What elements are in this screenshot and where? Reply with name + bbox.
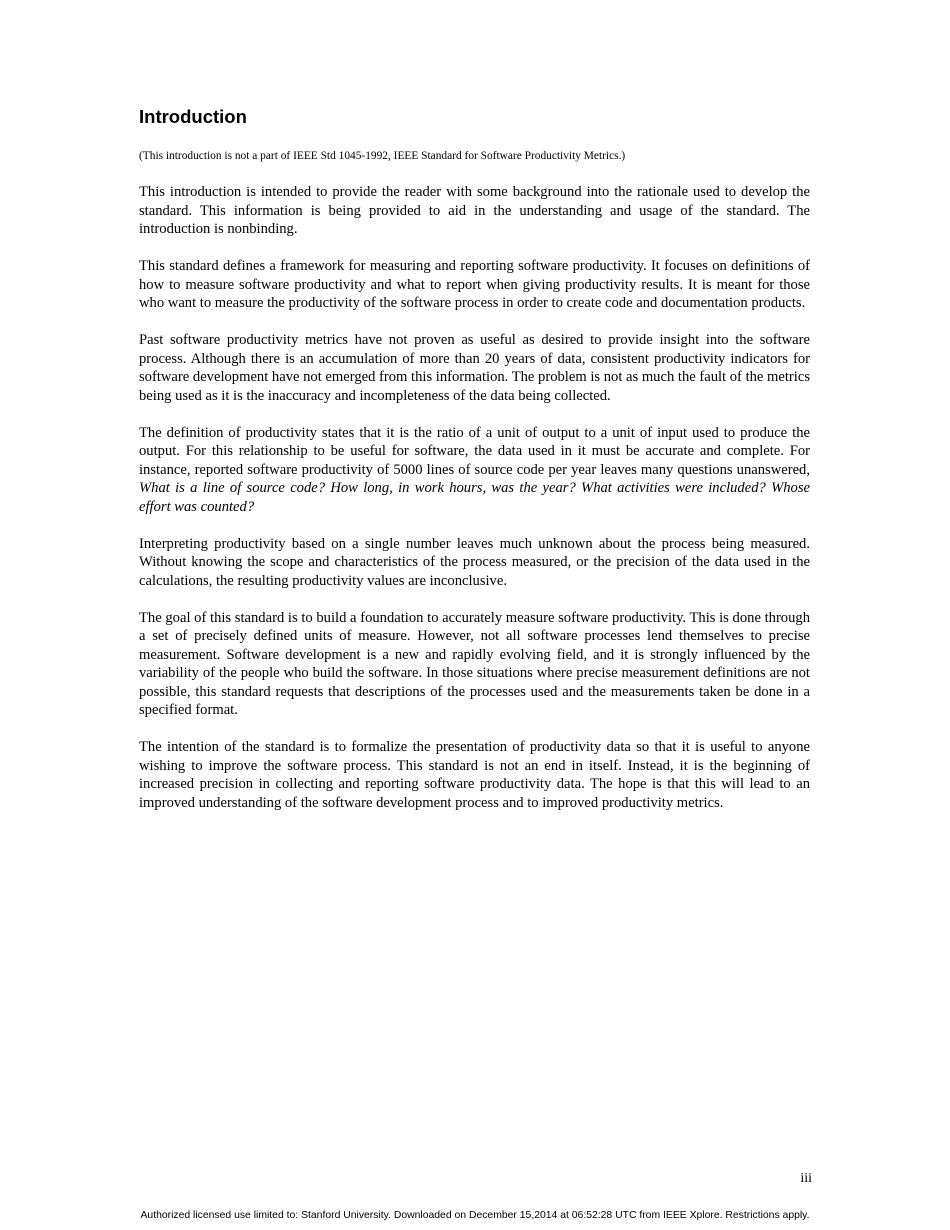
introduction-note: (This introduction is not a part of IEEE Std 1045-1992, IEEE Standard for Software Productivity Metrics.) — [139, 150, 626, 162]
license-footer: Authorized licensed use limited to: Stanford University. Downloaded on December 15,2014 at 06:52:28 UTC from IEEE Xplore. Restrictions apply. — [140, 1210, 810, 1221]
paragraph-3: Past software productivity metrics have not proven as useful as desired to provide insight into the software process. Although there is an accumulation of more than 20 years of data, consistent productivity indicators for software development have not emerged from this information. The problem is not as much the fault of the metrics being used as it is the inaccuracy and incompleteness of the data being collected. — [139, 332, 810, 404]
paragraph-1: This introduction is intended to provide the reader with some background into the rationale used to develop the standard. This information is being provided to aid in the understanding and usage of the standard. The introduction is nonbinding. — [139, 184, 810, 237]
paragraph-4 — [139, 424, 810, 517]
introduction-body — [139, 183, 810, 831]
section-heading: Introduction — [139, 106, 247, 127]
paragraph-7: The intention of the standard is to formalize the presentation of productivity data so that it is useful to anyone wishing to improve the software process. This standard is not an end in itself. Instead, it is the beginning of increased precision in collecting and reporting software productivity data. The hope is that this will lead to an improved understanding of the software development process and to improved productivity metrics. — [139, 739, 810, 811]
paragraph-5: Interpreting productivity based on a single number leaves much unknown about the process being measured. Without knowing the scope and characteristics of the process measured, or the precision of the data used in the calculations, the resulting productivity values are inconclusive. — [139, 535, 810, 589]
paragraph-6: The goal of this standard is to build a foundation to accurately measure software productivity. This is done through a set of precisely defined units of measure. However, not all software processes lend themselves to precise measurement. Software development is a new and rapidly evolving field, and it is strongly influenced by the variability of the people who build the software. In those situations where precise measurement definitions are not possible, this standard requests that descriptions of the processes used and the measurements taken be done in a specified format. — [139, 609, 810, 718]
paragraph-4-text: The definition of productivity states that it is the ratio of a unit of output to a unit of input used to produce the output. For this relationship to be useful for software, the data used in it must be accurate and complete. For instance, reported software productivity of 5000 lines of source code per year leaves many questions unanswered, — [139, 424, 810, 478]
page-number: iii — [800, 1171, 812, 1186]
paragraph-4-questions: What is a line of source code? How long, in work hours, was the year? What activities were included? Whose effort was counted? — [139, 480, 810, 515]
paragraph-2: This standard defines a framework for measuring and reporting software productivity. It focuses on definitions of how to measure software productivity and what to report when giving productivity results. It is meant for those who want to measure the productivity of the software process in order to create code and documentation products. — [139, 258, 810, 311]
